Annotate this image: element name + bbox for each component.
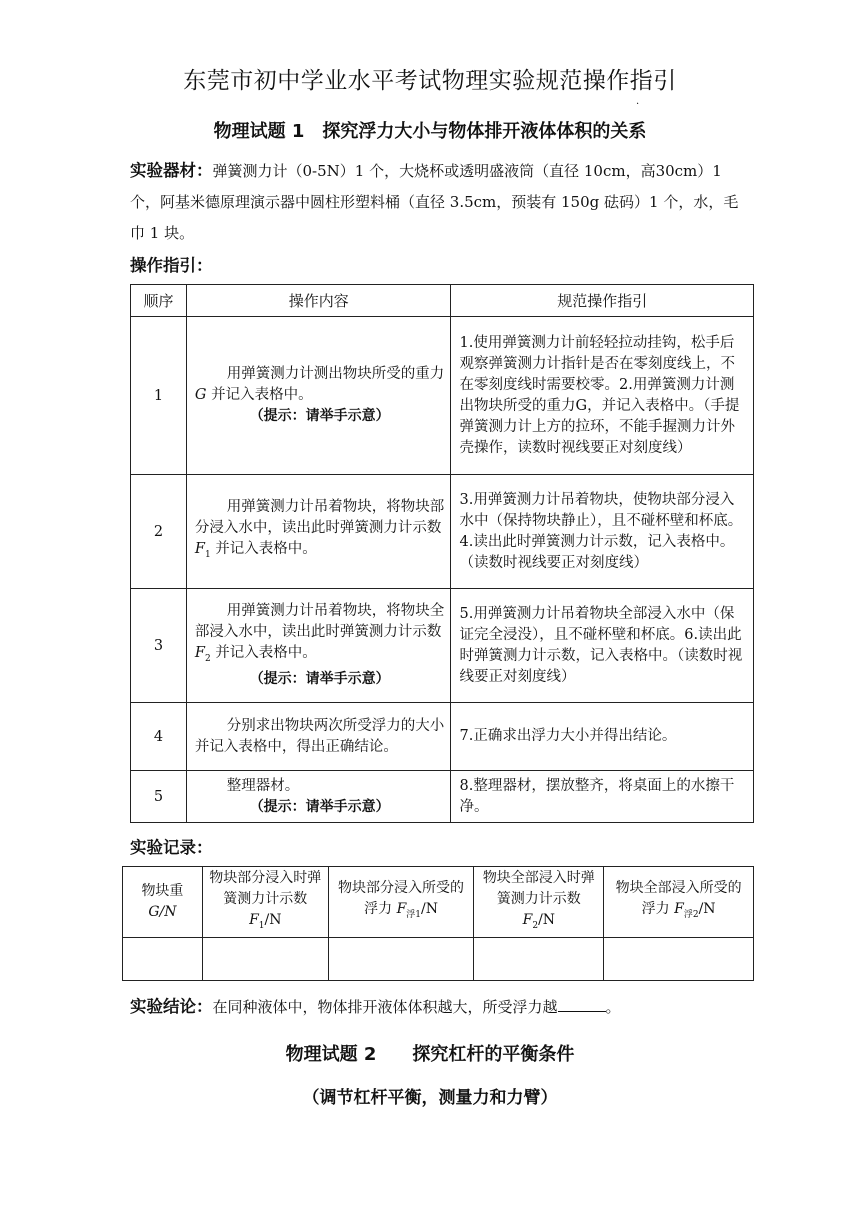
header-guide: 规范操作指引 xyxy=(451,285,754,317)
record-header-f1 xyxy=(202,867,328,938)
equipment-paragraph xyxy=(130,155,740,249)
record-empty-row xyxy=(123,938,754,981)
equipment-label: 实验器材： xyxy=(130,161,213,180)
record-label: 实验记录： xyxy=(130,838,213,857)
record-cell-f1[interactable] xyxy=(202,938,328,981)
row-content xyxy=(186,589,451,703)
content-text: 整理器材。 xyxy=(226,777,300,794)
content-text: 用弹簧测力计吊着物块，将物块部分浸入水中，读出此时弹簧测力计示数 xyxy=(194,499,445,537)
record-header-weight xyxy=(123,867,203,938)
record-table xyxy=(122,866,754,981)
record-header-f2 xyxy=(474,867,604,938)
header-variable: F xyxy=(249,911,259,928)
stray-dot: . xyxy=(636,96,640,107)
row-number: 5 xyxy=(131,771,187,823)
table-row xyxy=(131,589,754,703)
document-title: 东莞市初中学业水平考试物理实验规范操作指引 xyxy=(183,68,677,94)
header-order: 顺序 xyxy=(131,285,187,317)
record-header-buoyancy2 xyxy=(604,867,754,938)
test2-title: 物理试题 2 探究杠杆的平衡条件 xyxy=(285,1044,575,1065)
content-text-end: 并记入表格中。 xyxy=(210,644,317,661)
header-unit: /N xyxy=(264,911,282,928)
hint-text: （提示：请举手示意） xyxy=(249,798,390,815)
row-content xyxy=(186,317,451,475)
row-number: 2 xyxy=(131,475,187,589)
hint-text: （提示：请举手示意） xyxy=(249,671,390,688)
row-content xyxy=(186,703,451,771)
row-content xyxy=(186,475,451,589)
row-guide: 8.整理器材，摆放整齐，将桌面上的水擦干净。 xyxy=(451,771,754,823)
content-variable: F xyxy=(194,541,205,558)
content-text: 用弹簧测力计测出物块所受的重力 xyxy=(226,366,445,382)
content-text-end: 并记入表格中。 xyxy=(206,387,313,403)
header-text: 物块全部浸入时弹簧测力计示数 xyxy=(482,869,595,907)
conclusion-text: 在同种液体中，物体排开液体体积越大，所受浮力越 xyxy=(212,998,558,1016)
record-cell-f2[interactable] xyxy=(474,938,604,981)
header-subscript: 浮2 xyxy=(683,909,699,920)
header-text: 物块重 xyxy=(141,883,184,899)
content-text-end: 并记入表格中。 xyxy=(210,541,317,558)
test2-subtitle: （调节杠杆平衡，测量力和力臂） xyxy=(302,1088,558,1108)
header-unit: /N xyxy=(698,901,716,918)
content-subscript: 2 xyxy=(204,653,211,664)
header-content: 操作内容 xyxy=(186,285,451,317)
table-row xyxy=(131,703,754,771)
row-number: 1 xyxy=(131,317,187,475)
header-subscript: 浮1 xyxy=(406,909,422,920)
record-table-header xyxy=(123,867,754,938)
row-content xyxy=(186,771,451,823)
row-guide: 3.用弹簧测力计吊着物块，使物块部分浸入水中（保持物块静止），且不碰杯壁和杯底。4.读出此时弹簧测力计示数，记入表格中。（读数时视线要正对刻度线） xyxy=(451,475,754,589)
table-row xyxy=(131,771,754,823)
conclusion-label: 实验结论： xyxy=(130,997,213,1016)
row-number: 3 xyxy=(131,589,187,703)
header-variable: F xyxy=(674,901,684,918)
row-guide: 7.正确求出浮力大小并得出结论。 xyxy=(451,703,754,771)
header-unit: /N xyxy=(538,911,556,928)
record-cell-buoyancy1[interactable] xyxy=(328,938,474,981)
header-subscript: 1 xyxy=(258,920,265,931)
header-text: 物块部分浸入所受的浮力 xyxy=(338,880,465,918)
operation-table-header xyxy=(131,285,754,317)
header-text: 物块全部浸入所受的浮力 xyxy=(615,880,742,918)
content-variable: F xyxy=(194,644,205,661)
header-unit: /N xyxy=(421,901,438,918)
record-header-buoyancy1 xyxy=(328,867,474,938)
equipment-text: 弹簧测力计（0-5N）1 个，大烧杯或透明盛液筒（直径 10cm，高30cm）1 个，阿基米德原理演示器中圆柱形塑料桶（直径 3.5cm，预装有 150g 砝码）1 个，水，毛巾 1 块。 xyxy=(130,162,739,242)
conclusion-paragraph xyxy=(130,991,770,1023)
conclusion-blank[interactable] xyxy=(558,997,606,1012)
hint-text: （提示：请举手示意） xyxy=(249,408,390,424)
content-variable: G xyxy=(194,387,207,403)
row-guide: 1.使用弹簧测力计前轻轻拉动挂钩，松手后观察弹簧测力计指针是否在零刻度线上，不在零刻度线时需要校零。2.用弹簧测力计测出物块所受的重力G，并记入表格中。（手提弹簧测力计上方的拉环，不能手握测力计外壳操作，读数时视线要正对刻度线） xyxy=(451,317,754,475)
operation-table xyxy=(130,284,754,823)
table-row xyxy=(131,317,754,475)
header-variable: F xyxy=(522,911,533,928)
row-number: 4 xyxy=(131,703,187,771)
header-variable: F xyxy=(396,901,407,918)
test1-title: 物理试题 1 探究浮力大小与物体排开液体体积的关系 xyxy=(213,121,647,142)
record-cell-weight[interactable] xyxy=(123,938,203,981)
conclusion-end: 。 xyxy=(605,998,621,1016)
content-text: 用弹簧测力计吊着物块，将物块全部浸入水中，读出此时弹簧测力计示数 xyxy=(194,602,445,640)
content-text: 分别求出物块两次所受浮力的大小并记入表格中，得出正确结论。 xyxy=(194,717,445,755)
header-text: 物块部分浸入时弹簧测力计示数 xyxy=(209,869,322,907)
content-subscript: 1 xyxy=(204,549,211,560)
row-guide: 5.用弹簧测力计吊着物块全部浸入水中（保证完全浸没），且不碰杯壁和杯底。6.读出此时弹簧测力计示数，记入表格中。（读数时视线要正对刻度线） xyxy=(451,589,754,703)
header-unit: G/N xyxy=(148,904,177,920)
record-cell-buoyancy2[interactable] xyxy=(604,938,754,981)
table-row xyxy=(131,475,754,589)
header-subscript: 2 xyxy=(532,920,539,931)
guide-label: 操作指引： xyxy=(130,256,213,275)
